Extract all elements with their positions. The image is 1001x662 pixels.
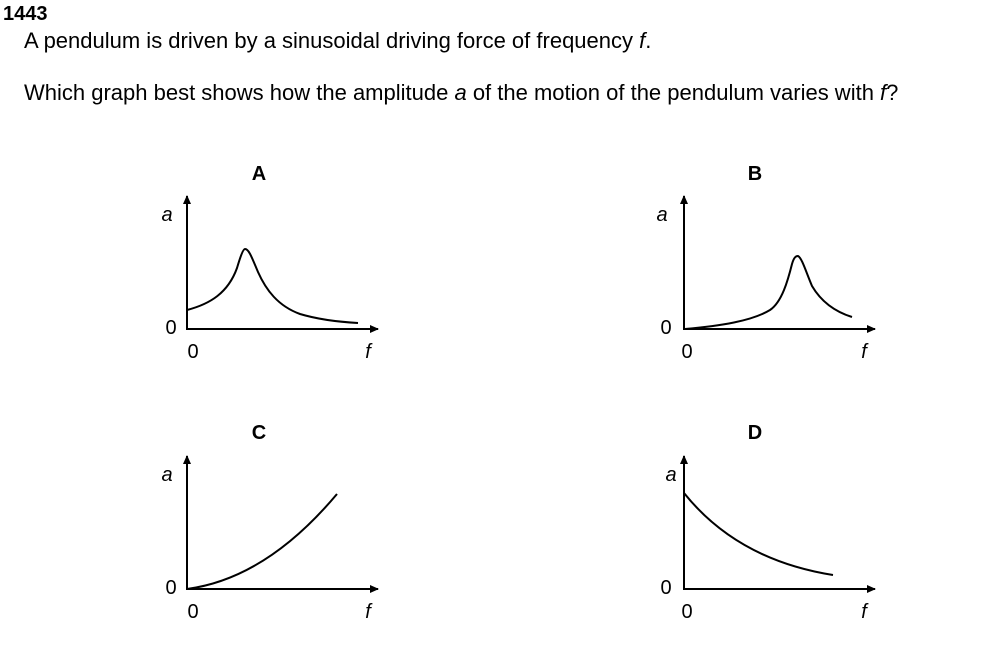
graph-b-y-label: a xyxy=(656,204,668,226)
graph-b xyxy=(656,163,875,363)
graph-c-y-origin: 0 xyxy=(165,577,177,599)
graph-b-y-origin: 0 xyxy=(660,317,672,339)
graph-a-x-label: f xyxy=(365,341,371,363)
graph-d-y-origin: 0 xyxy=(660,577,672,599)
line2-text: Which graph best shows how the amplitude xyxy=(24,80,455,105)
graph-a-x-origin: 0 xyxy=(187,341,199,363)
line2-end: ? xyxy=(886,80,899,105)
line1-end: . xyxy=(645,28,652,53)
line2-var-f: f xyxy=(880,80,887,105)
graph-a-curve xyxy=(187,249,358,323)
graph-c-label: C xyxy=(251,422,267,444)
graph-a-y-origin: 0 xyxy=(165,317,177,339)
graph-d-y-label: a xyxy=(665,464,677,486)
graph-a xyxy=(161,163,378,363)
graph-c-x-label: f xyxy=(365,601,371,623)
graph-d xyxy=(660,422,875,623)
graph-d-x-label: f xyxy=(861,601,867,623)
graph-a-y-label: a xyxy=(161,204,173,226)
graph-a-label: A xyxy=(251,163,267,185)
line1-var-f: f xyxy=(639,28,646,53)
graph-d-label: D xyxy=(747,422,763,444)
graph-c xyxy=(161,422,378,623)
graph-b-label: B xyxy=(747,163,763,185)
question-number: 1443 xyxy=(3,3,48,25)
graph-b-curve xyxy=(685,256,852,329)
graph-c-y-label: a xyxy=(161,464,173,486)
line2-mid: of the motion of the pendulum varies with xyxy=(466,80,881,105)
line1-text: A pendulum is driven by a sinusoidal driving force of frequency xyxy=(24,28,640,53)
graph-d-curve xyxy=(684,493,833,575)
line2-var-a: a xyxy=(454,80,467,105)
graph-c-curve xyxy=(187,494,337,589)
graph-c-x-origin: 0 xyxy=(187,601,199,623)
graph-d-x-origin: 0 xyxy=(681,601,693,623)
graph-b-x-label: f xyxy=(861,341,867,363)
graph-b-x-origin: 0 xyxy=(681,341,693,363)
